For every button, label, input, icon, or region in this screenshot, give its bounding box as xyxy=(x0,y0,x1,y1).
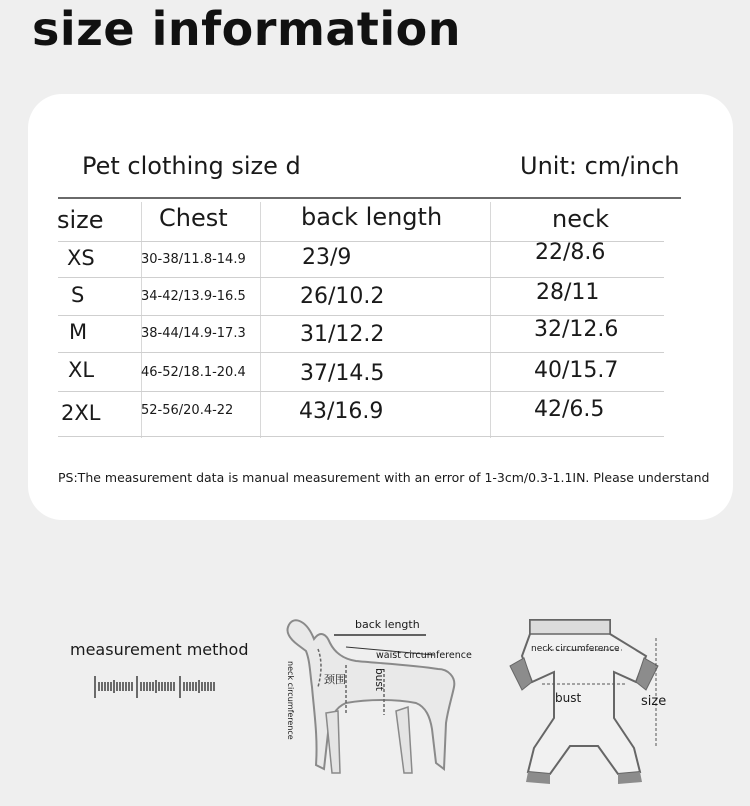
cell-neck: 22/8.6 xyxy=(535,240,606,265)
measurement-note: PS:The measurement data is manual measurement with an error of 1-3cm/0.3-1.1IN. Please understand xyxy=(58,470,710,485)
dog-label-bust: bust xyxy=(373,668,385,691)
cell-back-length: 31/12.2 xyxy=(300,322,385,347)
column-divider xyxy=(260,202,261,438)
cell-chest: 38-44/14.9-17.3 xyxy=(141,326,246,341)
dog-label-neck: neck circumference xyxy=(286,661,295,740)
dog-leg xyxy=(396,707,412,773)
cell-chest: 34-42/13.9-16.5 xyxy=(141,289,246,304)
col-header-back-length: back length xyxy=(301,203,443,231)
cell-size: M xyxy=(69,320,88,344)
cell-size: S xyxy=(71,283,85,307)
unit-label: Unit: cm/inch xyxy=(520,152,680,180)
row-divider xyxy=(58,315,664,316)
col-header-neck: neck xyxy=(552,205,610,233)
column-divider xyxy=(490,202,491,438)
cell-neck: 32/12.6 xyxy=(534,317,619,342)
cell-size: XL xyxy=(68,358,95,382)
cell-size: XS xyxy=(67,246,95,270)
garment-label-size: size xyxy=(641,694,667,709)
cell-chest: 46-52/18.1-20.4 xyxy=(141,365,246,380)
cell-neck: 28/11 xyxy=(536,280,600,305)
cell-chest: 30-38/11.8-14.9 xyxy=(141,252,246,267)
table-caption: Pet clothing size d xyxy=(82,152,301,180)
cell-neck: 42/6.5 xyxy=(534,397,605,422)
row-divider xyxy=(58,352,664,353)
cell-neck: 40/15.7 xyxy=(534,358,619,383)
size-table-card xyxy=(28,94,733,520)
row-divider xyxy=(58,277,664,278)
garment-measurement-diagram xyxy=(486,610,686,785)
col-header-chest: Chest xyxy=(159,204,228,232)
cell-back-length: 26/10.2 xyxy=(300,284,385,309)
cell-size: 2XL xyxy=(61,401,101,425)
measurement-method-label: measurement method xyxy=(70,640,249,659)
dog-label-waist: waist circumference xyxy=(376,650,472,661)
ruler-icon xyxy=(94,676,220,698)
garment-label-bust: bust xyxy=(555,691,582,705)
dog-leg xyxy=(326,711,340,773)
cell-chest: 52-56/20.4-22 xyxy=(141,403,234,418)
cell-back-length: 37/14.5 xyxy=(300,361,385,386)
dog-measurement-diagram xyxy=(276,603,476,783)
dog-silhouette xyxy=(287,620,454,769)
cell-back-length: 43/16.9 xyxy=(299,399,384,424)
dog-label-back-length: back length xyxy=(355,618,420,631)
page-title: size information xyxy=(32,2,462,56)
col-header-size: size xyxy=(57,206,104,234)
row-divider xyxy=(58,436,664,437)
dog-label-neck-cn: 颈围 xyxy=(324,673,346,686)
cell-back-length: 23/9 xyxy=(302,245,352,270)
row-divider xyxy=(58,391,664,392)
header-rule xyxy=(58,197,681,199)
garment-label-neck: neck circumference xyxy=(531,644,620,654)
